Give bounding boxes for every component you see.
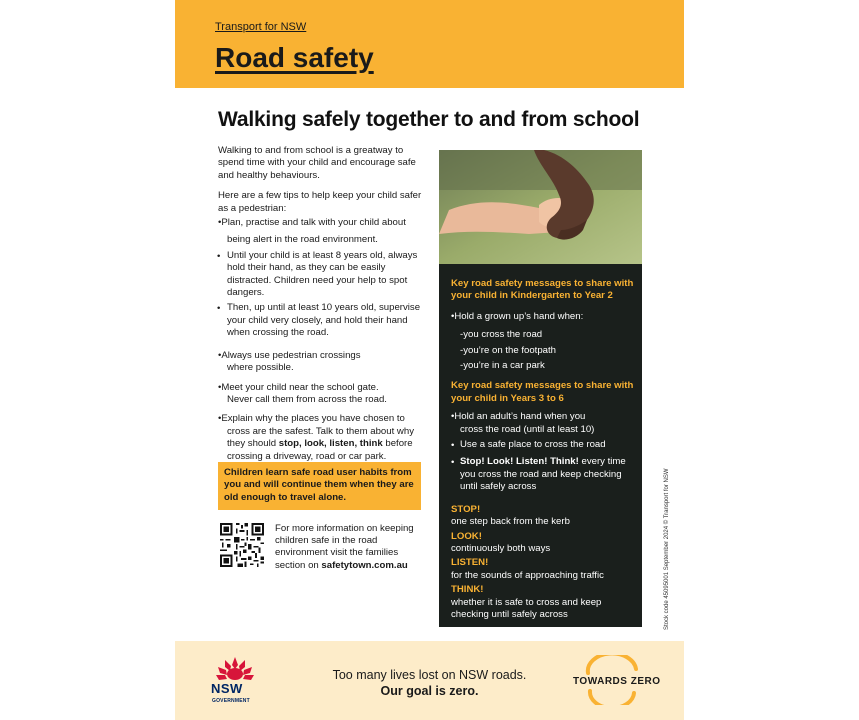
more-info-text bbox=[275, 523, 425, 572]
tip-lead: •Always use pedestrian crossings bbox=[218, 349, 361, 361]
kindergarten-item: -you’re on the footpath bbox=[460, 344, 557, 356]
safetytown-link[interactable]: safetytown.com.au bbox=[321, 559, 408, 571]
look-label: LOOK! bbox=[451, 530, 482, 542]
left-column bbox=[218, 145, 423, 469]
tip-sub-item: • Then, up until at least 10 years old, supervise your child very closely, and hold their hand when crossing the road. bbox=[218, 302, 423, 339]
key-messages-panel bbox=[439, 264, 642, 627]
years-item bbox=[451, 456, 637, 493]
tip-lead: •Explain why the places you have chosen to bbox=[218, 413, 405, 425]
kindergarten-heading: Key road safety messages to share with your child in Kindergarten to Year 2 bbox=[451, 278, 634, 302]
qr-code-icon[interactable] bbox=[220, 523, 264, 567]
kindergarten-item: -you’re in a car park bbox=[460, 360, 545, 372]
nsw-government-text: GOVERNMENT bbox=[212, 698, 250, 704]
intro-paragraph-2: Here are a few tips to help keep your child safer as a pedestrian: bbox=[218, 190, 422, 214]
tip-text: cross are the safest. Talk to them about why they should bbox=[227, 425, 414, 450]
think-text: whether it is safe to cross and keep checking until safely across bbox=[451, 596, 602, 620]
listen-text: for the sounds of approaching traffic bbox=[451, 569, 604, 581]
kindergarten-item: -you cross the road bbox=[460, 329, 543, 341]
header-banner bbox=[175, 0, 684, 88]
brand-link[interactable]: Transport for NSW bbox=[215, 21, 307, 33]
look-text: continuously both ways bbox=[451, 542, 551, 554]
tip-text: before crossing a driveway, road or car park. bbox=[227, 438, 413, 462]
more-info-body: For more information on keeping children safe in the road environment visit the families section on bbox=[275, 523, 414, 571]
years-heading: Key road safety messages to share with your child in Years 3 to 6 bbox=[451, 380, 634, 404]
footer-tagline: Too many lives lost on NSW roads. bbox=[332, 668, 527, 682]
tip-item bbox=[218, 350, 423, 375]
headline: Walking safely together to and from school bbox=[218, 108, 640, 131]
tip-sub-item: • Until your child is at least 8 years old, always hold their hand, as they can be easily distracted. Children need your help to spot dangers. bbox=[218, 250, 423, 300]
page-title: Road safety bbox=[215, 42, 374, 73]
tip-cont: Never call them from across the road. bbox=[227, 393, 387, 405]
intro-paragraph: Walking to and from school is a greatway to spend time with your child and encourage safe and healthy behaviours. bbox=[218, 145, 416, 181]
tip-sublist bbox=[218, 250, 423, 340]
hands-photo bbox=[439, 150, 642, 264]
kindergarten-hold: •Hold a grown up’s hand when: bbox=[451, 310, 584, 322]
years-item-bold: Stop! Look! Listen! Think! bbox=[460, 456, 579, 468]
years-item-cont: cross the road (until at least 10) bbox=[460, 423, 595, 435]
tip-bold: stop, look, listen, think bbox=[278, 438, 383, 450]
kindergarten-list bbox=[451, 329, 637, 372]
tip-cont: where possible. bbox=[227, 362, 294, 374]
towards-zero-text: TOWARDS ZERO bbox=[573, 676, 661, 687]
tip-cont: being alert in the road environment. bbox=[227, 234, 378, 246]
stop-label: STOP! bbox=[451, 503, 481, 515]
years-item: •Hold an adult’s hand when you bbox=[451, 411, 586, 423]
tip-lead: •Meet your child near the school gate. bbox=[218, 381, 379, 393]
tip-cont bbox=[218, 426, 423, 463]
stock-code: Stock code 45095001 September 2024 © Transport for NSW bbox=[664, 468, 670, 630]
callout-box: Children learn safe road user habits from you and will continue them when they are old enough to travel alone. bbox=[218, 462, 421, 510]
tips-list bbox=[218, 217, 423, 463]
nsw-logo-text: NSW bbox=[211, 681, 243, 696]
years-item: • Use a safe place to cross the road bbox=[451, 439, 637, 451]
tip-lead: •Plan, practise and talk with your child about bbox=[218, 217, 406, 229]
years-item-text: every time you cross the road and keep checking until safely across bbox=[460, 456, 626, 493]
tip-item bbox=[218, 382, 423, 407]
stop-text: one step back from the kerb bbox=[451, 516, 570, 528]
flyer-page bbox=[175, 0, 684, 720]
tip-item bbox=[218, 413, 423, 463]
listen-label: LISTEN! bbox=[451, 557, 489, 569]
footer-goal: Our goal is zero. bbox=[380, 684, 479, 698]
think-label: THINK! bbox=[451, 584, 484, 596]
tip-item bbox=[218, 217, 423, 340]
